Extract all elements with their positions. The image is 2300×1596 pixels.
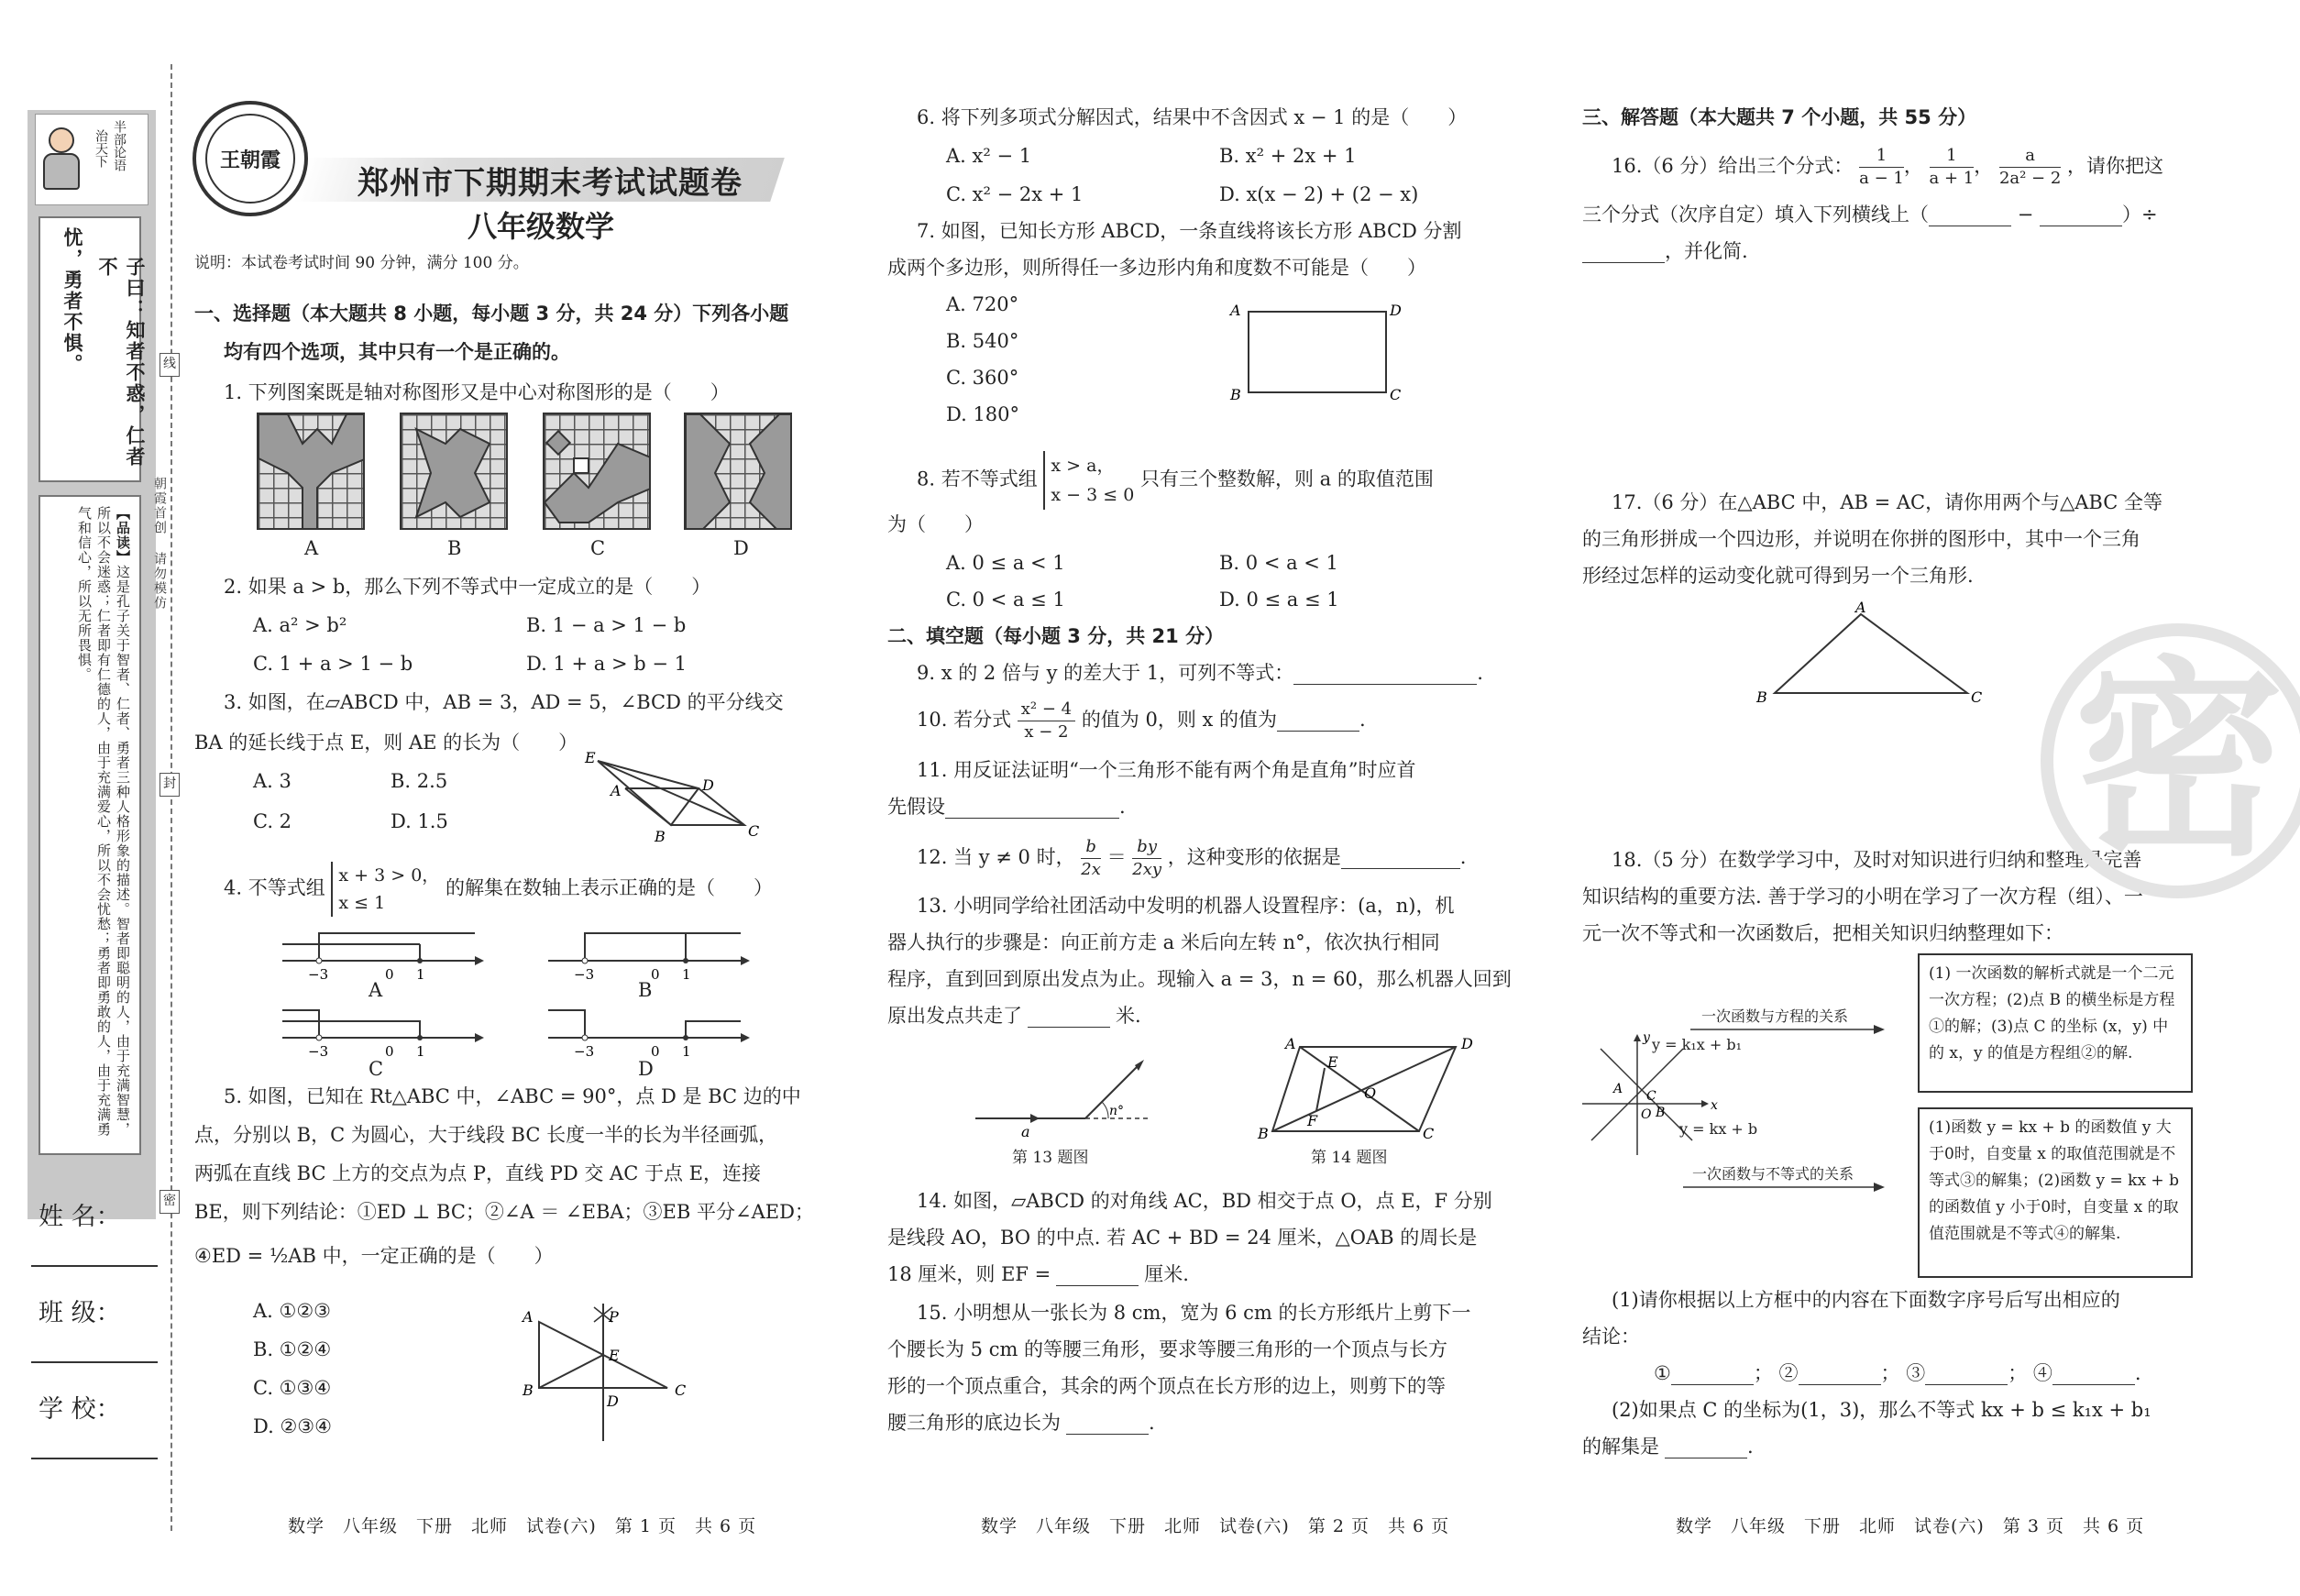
svg-text:A: A xyxy=(611,782,622,799)
option-3c[interactable]: C. 2 xyxy=(253,810,292,832)
svg-text:A: A xyxy=(523,1308,534,1326)
question-16-line2 xyxy=(1582,196,2206,234)
answer-blank-14[interactable] xyxy=(1056,1266,1139,1286)
svg-text:a: a xyxy=(1021,1123,1030,1140)
figure-q3 xyxy=(585,749,772,845)
exam-subtitle: 八年级数学 xyxy=(468,209,615,244)
arrow-2-label: 一次函数与不等式的关系 xyxy=(1692,1165,1854,1183)
svg-text:A: A xyxy=(1613,1082,1623,1096)
page-footer-3: 数学 八年级 下册 北师 试卷(六) 第 3 页 共 6 页 xyxy=(1676,1516,2145,1536)
blank-label: ③ xyxy=(1906,1362,1926,1384)
question-17-line2: 的三角形拼成一个四边形，并说明在你拼的图形中，其中一个三角 xyxy=(1582,528,2140,550)
question-13-text: 原出发点共走了 xyxy=(887,1005,1022,1027)
question-4 xyxy=(224,862,818,917)
svg-text:P: P xyxy=(609,1308,619,1326)
reading-label: 【品读】 xyxy=(115,506,131,565)
binding-label-line: 线 xyxy=(160,353,180,377)
question-8-cont: 为（ ） xyxy=(887,513,984,535)
svg-text:A: A xyxy=(1285,1035,1296,1052)
q8-system-bottom: x − 3 ≤ 0 xyxy=(1051,485,1135,505)
binding-label-feng: 封 xyxy=(160,773,180,797)
svg-text:0: 0 xyxy=(385,966,394,983)
graph-line-2-label: y = kx + b xyxy=(1679,1120,1758,1138)
option-5a[interactable]: A. ①②③ xyxy=(253,1300,331,1322)
quote-panel xyxy=(39,216,146,482)
question-5: 5. 如图，已知在 Rt△ABC 中，∠ABC = 90°，点 D 是 BC 边的中 xyxy=(224,1085,801,1107)
question-6: 6. 将下列多项式分解因式，结果中不含因式 x − 1 的是（ ） xyxy=(917,106,1468,128)
mascot-icon xyxy=(43,127,80,192)
question-18-line2: 知识结构的重要方法. 善于学习的小明在学习了一次方程（组）、一 xyxy=(1582,886,2143,908)
question-12-pre: 12. 当 y ≠ 0 时， xyxy=(917,846,1075,868)
arrow-1-label: 一次函数与方程的关系 xyxy=(1701,1007,1849,1025)
question-16-divide: ）÷ xyxy=(2121,204,2158,226)
q12-numerator-1: b xyxy=(1081,836,1101,859)
question-9: 9. x 的 2 倍与 y 的差大于 1，可列不等式： . xyxy=(917,662,1483,684)
badge-char: 语 xyxy=(112,159,127,171)
svg-text:D: D xyxy=(1461,1035,1473,1052)
svg-text:C: C xyxy=(1971,688,1983,706)
answer-blank-12[interactable] xyxy=(1341,849,1460,869)
question-3: 3. 如图，在▱ABCD 中，AB = 3，AD = 5，∠BCD 的平分线交 xyxy=(224,691,784,713)
figure-q17 xyxy=(1756,599,1986,706)
question-16-pre: 16.（6 分）给出三个分式： xyxy=(1612,155,1854,177)
numberline-d[interactable] xyxy=(548,1001,750,1060)
figure-q5 xyxy=(521,1304,722,1441)
class-label: 班 级： xyxy=(39,1299,121,1327)
svg-text:B: B xyxy=(523,1381,534,1399)
question-9-text: 9. x 的 2 倍与 y 的差大于 1，可列不等式： xyxy=(917,662,1294,684)
q16-f3-denominator: 2a² − 2 xyxy=(1998,169,2062,188)
option-2d[interactable]: D. 1 + a > b − 1 xyxy=(526,653,687,675)
question-16-post: ，请你把这 xyxy=(2067,155,2164,177)
binding-line xyxy=(171,64,172,1531)
svg-text:C: C xyxy=(675,1381,687,1399)
figure-14-caption: 第 14 题图 xyxy=(1311,1149,1388,1167)
blank-label: ② xyxy=(1778,1362,1799,1384)
pattern-label: C xyxy=(590,537,606,559)
option-6b[interactable]: B. x² + 2x + 1 xyxy=(1219,145,1357,167)
binding-label-mi: 密 xyxy=(160,1190,180,1214)
svg-text:0: 0 xyxy=(651,966,660,983)
svg-text:0: 0 xyxy=(385,1043,394,1060)
section-1-title: 一、选择题（本大题共 8 小题，每小题 3 分，共 24 分）下列各小题 xyxy=(194,303,789,325)
question-15-line2: 个腰长为 5 cm 的等腰三角形，要求等腰三角形的一个顶点与长方 xyxy=(887,1338,1448,1360)
svg-text:x: x xyxy=(1711,1098,1718,1113)
answer-blank-18-4[interactable] xyxy=(2052,1365,2135,1385)
figure-q7 xyxy=(1230,303,1414,403)
question-18: 18.（5 分）在数学学习中，及时对知识进行归纳和整理是完善 xyxy=(1612,849,2142,871)
pattern-d[interactable] xyxy=(684,413,792,530)
question-11-text: 先假设 xyxy=(887,796,945,818)
option-7c[interactable]: C. 360° xyxy=(946,367,1019,389)
page-1 xyxy=(194,0,818,1558)
answer-blank-10[interactable] xyxy=(1277,711,1359,732)
graph-line-1-label: y = k₁x + b₁ xyxy=(1652,1036,1742,1053)
svg-text:−3: −3 xyxy=(574,966,595,983)
svg-text:1: 1 xyxy=(416,966,425,983)
pattern-label: B xyxy=(447,537,462,559)
option-3d[interactable]: D. 1.5 xyxy=(391,810,448,832)
question-12: 12. 当 y ≠ 0 时， $\frac{b}{2x}$ ＝ $\frac{by}{2xy}$ ，这种变形的依据是 . xyxy=(917,837,1467,879)
page-footer-1: 数学 八年级 下册 北师 试卷(六) 第 1 页 共 6 页 xyxy=(288,1516,757,1536)
q12-numerator-2: by xyxy=(1132,836,1161,859)
quote-title: 子曰：知者不惑，仁者不 xyxy=(96,257,146,468)
pattern-c[interactable] xyxy=(543,413,651,530)
section-1-title-cont: 均有四个选项，其中只有一个是正确的。 xyxy=(224,341,570,363)
question-15-text: 腰三角形的底边长为 xyxy=(887,1412,1061,1434)
question-14-line3 xyxy=(887,1256,1511,1293)
q16-f2-denominator: a + 1 xyxy=(1929,169,1975,188)
svg-text:B: B xyxy=(655,828,666,845)
svg-text:1: 1 xyxy=(416,1043,425,1060)
answer-blank-18-5[interactable] xyxy=(1665,1438,1747,1458)
svg-text:1: 1 xyxy=(682,966,691,983)
numberline-a[interactable] xyxy=(282,924,484,983)
svg-text:−3: −3 xyxy=(574,1043,595,1060)
reading-panel xyxy=(39,495,141,1155)
question-14-line2: 是线段 AO，BO 的中点. 若 AC + BD = 24 厘米，△OAB 的周长是 xyxy=(887,1227,1478,1249)
answer-blank-18-2[interactable] xyxy=(1799,1365,1881,1385)
question-8-pre: 8. 若不等式组 xyxy=(917,468,1038,490)
pattern-a[interactable] xyxy=(257,413,365,530)
pattern-label: D xyxy=(733,537,749,559)
answer-blank-15[interactable] xyxy=(1066,1414,1149,1435)
option-8c[interactable]: C. 0 < a ≤ 1 xyxy=(946,589,1065,611)
svg-text:C: C xyxy=(1390,386,1402,403)
question-15: 15. 小明想从一张长为 8 cm，宽为 6 cm 的长方形纸片上剪下一 xyxy=(917,1302,1471,1324)
badge-char: 论 xyxy=(112,146,127,159)
badge-char: 部 xyxy=(112,133,127,146)
q10-denominator: x − 2 xyxy=(1024,722,1069,742)
option-8a[interactable]: A. 0 ≤ a < 1 xyxy=(946,552,1065,574)
svg-text:n°: n° xyxy=(1109,1104,1125,1118)
section-2-title: 二、填空题（每小题 3 分，共 21 分） xyxy=(887,625,1225,647)
answer-blank-9[interactable] xyxy=(1293,665,1477,685)
school-label: 学 校： xyxy=(39,1395,121,1424)
option-6a[interactable]: A. x² − 1 xyxy=(946,145,1032,167)
question-10-post: 的值为 0，则 x 的值为 xyxy=(1081,709,1278,731)
question-4-post: 的解集在数轴上表示正确的是（ ） xyxy=(445,876,773,899)
question-16-end: ，并化简. xyxy=(1665,240,1748,262)
badge-char: 半 xyxy=(112,120,127,133)
question-16-minus: − xyxy=(2017,204,2034,226)
option-8b[interactable]: B. 0 < a < 1 xyxy=(1219,552,1338,574)
question-14: 14. 如图，▱ABCD 的对角线 AC，BD 相交于点 O，点 E，F 分别 xyxy=(917,1190,1492,1212)
q4-system-bottom: x ≤ 1 xyxy=(338,893,386,913)
brand-side: 朝霞首创 请勿模仿 xyxy=(152,477,167,611)
answer-blank-18-3[interactable] xyxy=(1925,1365,2008,1385)
svg-text:0: 0 xyxy=(651,1043,660,1060)
question-18-blanks: ① ； ② ； ③ ； ④ . xyxy=(1654,1362,2141,1384)
svg-text:D: D xyxy=(1390,302,1402,319)
answer-blank-16a[interactable] xyxy=(1929,206,2011,226)
badge-char: 治 xyxy=(94,129,108,142)
svg-text:A: A xyxy=(1230,302,1241,319)
watermark-text: 密 xyxy=(2074,640,2285,885)
question-13: 13. 小明同学给社团活动中发明的机器人设置程序：(a，n)，机 xyxy=(917,895,1455,917)
class-field[interactable] xyxy=(31,1361,158,1363)
svg-text:−3: −3 xyxy=(308,1043,329,1060)
q16-f1-numerator: 1 xyxy=(1859,145,1904,168)
q4-system-top: x + 3 > 0， xyxy=(338,865,440,886)
question-16-line3 xyxy=(1582,233,2206,270)
figure-13-caption: 第 13 题图 xyxy=(1012,1149,1089,1167)
reading-text: 这是孔子关于智者、仁者、勇者三种人格形象的描述。智者即聪明的人，由于充满智慧，所以不会迷惑；仁者即有仁德的人，由于充满爱心，所以不会忧愁；勇者即勇敢的人，由于充满勇气和信心，所以无所畏惧。 xyxy=(76,506,131,1137)
svg-text:C: C xyxy=(1646,1089,1656,1104)
question-10-pre: 10. 若分式 xyxy=(917,709,1012,731)
question-5-line4: BE，则下列结论：①ED ⊥ BC；②∠A ＝ ∠EBA；③EB 平分∠AED； xyxy=(194,1201,814,1223)
question-11-cont: 先假设 . xyxy=(887,796,1126,818)
question-14-unit: 厘米. xyxy=(1144,1263,1189,1285)
exam-note: 说明：本试卷考试时间 90 分钟，满分 100 分。 xyxy=(194,254,529,272)
option-5c[interactable]: C. ①③④ xyxy=(253,1377,332,1399)
svg-text:C: C xyxy=(1423,1125,1435,1142)
option-7b[interactable]: B. 540° xyxy=(946,330,1019,352)
svg-text:y: y xyxy=(1643,1030,1650,1045)
question-4-pre: 4. 不等式组 xyxy=(224,876,325,899)
option-2c[interactable]: C. 1 + a > 1 − b xyxy=(253,653,413,675)
q8-system-top: x > a， xyxy=(1051,456,1115,476)
question-16-text: 三个分式（次序自定）填入下列横线上（ xyxy=(1582,204,1929,226)
question-5-line5: ④ED = ½AB 中，一定正确的是（ ） xyxy=(194,1245,554,1267)
question-5-line3: 两弧在直线 BC 上方的交点为点 P，直线 PD 交 AC 于点 E，连接 xyxy=(194,1162,761,1184)
question-13-unit: 米. xyxy=(1116,1005,1141,1027)
question-7: 7. 如图，已知长方形 ABCD，一条直线将该长方形 ABCD 分割 xyxy=(917,220,1462,242)
option-7d[interactable]: D. 180° xyxy=(946,403,1020,425)
question-11: 11. 用反证法证明“一个三角形不能有两个角是直角”时应首 xyxy=(917,759,1416,781)
q12-denominator-1: 2x xyxy=(1081,860,1101,879)
q16-f2-numerator: 1 xyxy=(1930,145,1975,168)
name-label: 姓 名： xyxy=(39,1203,121,1231)
svg-text:E: E xyxy=(609,1347,620,1364)
svg-text:F: F xyxy=(1307,1112,1318,1129)
page-2 xyxy=(887,0,1511,1558)
question-5-line2: 点，分别以 B，C 为圆心，大于线段 BC 长度一半的长为半径画弧， xyxy=(194,1124,778,1146)
answer-blank-11[interactable] xyxy=(945,798,1119,819)
school-field[interactable] xyxy=(31,1458,158,1459)
numberline-c[interactable] xyxy=(282,1001,484,1060)
svg-text:C: C xyxy=(748,822,760,840)
question-18-part2-text: 的解集是 xyxy=(1582,1436,1659,1458)
question-18-part2-cont: 的解集是 . xyxy=(1582,1436,1754,1458)
option-5b[interactable]: B. ①②④ xyxy=(253,1338,332,1360)
question-1: 1. 下列图案既是轴对称图形又是中心对称图形的是（ ） xyxy=(224,381,730,403)
option-2a[interactable]: A. a² > b² xyxy=(253,614,347,636)
question-10: 10. 若分式 $\frac{\text{x² − 4}}{x - 2}$ 的值为 0，则 x 的值为 . xyxy=(917,699,1366,742)
question-8 xyxy=(917,451,1511,510)
question-13-line2: 器人执行的步骤是：向正前方走 a 米后向左转 n°，依次执行相同 xyxy=(887,931,1440,953)
svg-text:B: B xyxy=(1756,688,1767,706)
section-3-title: 三、解答题（本大题共 7 个小题，共 55 分） xyxy=(1582,106,1977,128)
svg-text:E: E xyxy=(585,749,596,766)
option-6c[interactable]: C. x² − 2x + 1 xyxy=(946,183,1084,205)
svg-text:1: 1 xyxy=(682,1043,691,1060)
answer-blank-16c[interactable] xyxy=(1582,243,1665,263)
svg-text:B: B xyxy=(1656,1106,1666,1120)
pattern-b[interactable] xyxy=(400,413,508,530)
numberline-label: D xyxy=(638,1058,654,1080)
question-15-line3: 形的一个顶点重合，其余的两个顶点在长方形的边上，则剪下的等 xyxy=(887,1375,1446,1397)
question-13-line4 xyxy=(887,997,1511,1035)
exam-title: 郑州市下期期末考试试题卷 xyxy=(358,165,743,202)
q12-equals: ＝ xyxy=(1106,846,1127,868)
arrow-2-icon xyxy=(1683,1181,1894,1194)
question-14-text: 18 厘米，则 EF = xyxy=(887,1263,1051,1285)
question-12-post: ，这种变形的依据是 xyxy=(1167,846,1341,868)
question-18-part2: (2)如果点 C 的坐标为(1，3)，那么不等式 kx + b ≤ k₁x + b₁ xyxy=(1612,1399,2151,1421)
answer-blank-16b[interactable] xyxy=(2040,206,2122,226)
blank-label: ④ xyxy=(2032,1362,2052,1384)
sidebar-badge xyxy=(35,114,149,205)
summary-box-2: (1)函数 y = kx + b 的函数值 y 大于0时，自变量 x 的取值范围就是不等式③的解集；(2)函数 y = kx + b 的函数值 y 小于0时，自变量 x 的取值范围就是不等式④的解集. xyxy=(1918,1107,2193,1278)
question-18-part1-cont: 结论： xyxy=(1582,1326,1640,1348)
svg-text:−3: −3 xyxy=(308,966,329,983)
question-17-line3: 形经过怎样的运动变化就可得到另一个三角形. xyxy=(1582,565,1974,587)
question-15-line4: 腰三角形的底边长为 . xyxy=(887,1412,1155,1434)
svg-text:O: O xyxy=(1641,1107,1652,1122)
numberline-label: B xyxy=(638,979,653,1001)
question-17: 17.（6 分）在△ABC 中，AB = AC，请你用两个与△ABC 全等 xyxy=(1612,491,2162,513)
question-2: 2. 如果 a > b，那么下列不等式中一定成立的是（ ） xyxy=(224,576,711,598)
svg-text:A: A xyxy=(1855,599,1866,616)
question-3-cont: BA 的延长线于点 E，则 AE 的长为（ ） xyxy=(194,732,578,754)
pattern-label: A xyxy=(304,537,319,559)
question-7-cont: 成两个多边形，则所得任一多边形内角和度数不可能是（ ） xyxy=(887,257,1426,279)
watermark-seal xyxy=(2041,623,2300,898)
name-field[interactable] xyxy=(31,1265,158,1267)
svg-text:B: B xyxy=(1230,386,1241,403)
arrow-1-icon xyxy=(1690,1023,1892,1036)
option-8d[interactable]: D. 0 ≤ a ≤ 1 xyxy=(1219,589,1339,611)
summary-box-1: (1) 一次函数的解析式就是一个二元一次方程；(2)点 B 的横坐标是方程①的解；(3)点 C 的坐标 (x，y) 中的 x，y 的值是方程组②的解. xyxy=(1918,953,2193,1093)
option-6d[interactable]: D. x(x − 2) + (2 − x) xyxy=(1219,183,1419,205)
figure-q14 xyxy=(1258,1035,1474,1142)
q12-denominator-2: 2xy xyxy=(1132,860,1162,879)
option-2b[interactable]: B. 1 − a > 1 − b xyxy=(526,614,687,636)
q16-f1-denominator: a − 1 xyxy=(1859,169,1904,188)
numberline-label: A xyxy=(369,979,383,1001)
page-footer-2: 数学 八年级 下册 北师 试卷(六) 第 2 页 共 6 页 xyxy=(981,1516,1450,1536)
option-3a[interactable]: A. 3 xyxy=(253,770,292,792)
svg-text:E: E xyxy=(1327,1053,1338,1071)
option-5d[interactable]: D. ②③④ xyxy=(253,1415,332,1437)
q10-numerator: x² − 4 xyxy=(1018,699,1075,721)
blank-label: ① xyxy=(1654,1362,1671,1384)
question-13-line3: 程序，直到回到原出发点为止。现输入 a = 3，n = 60，那么机器人回到 xyxy=(887,968,1512,990)
option-7a[interactable]: A. 720° xyxy=(946,293,1019,315)
svg-text:D: D xyxy=(607,1392,619,1410)
figure-q13 xyxy=(975,1045,1159,1140)
answer-blank-18-1[interactable] xyxy=(1671,1365,1754,1385)
numberline-b[interactable] xyxy=(548,924,750,983)
quote-end: 忧，勇者不惧。 xyxy=(61,227,83,375)
svg-text:D: D xyxy=(702,776,714,794)
question-18-part1: (1)请你根据以上方框中的内容在下面数字序号后写出相应的 xyxy=(1612,1289,2120,1311)
question-18-line3: 元一次不等式和一次函数后，把相关知识归纳整理如下： xyxy=(1582,922,2063,944)
q16-f3-numerator: a xyxy=(1999,145,2061,168)
logo-text: 王朝霞 xyxy=(219,149,281,172)
svg-text:B: B xyxy=(1258,1125,1269,1142)
numberline-label: C xyxy=(369,1058,384,1080)
question-8-post: 只有三个整数解，则 a 的取值范围 xyxy=(1139,468,1434,490)
badge-char: 下 xyxy=(94,155,108,168)
svg-text:O: O xyxy=(1364,1084,1377,1102)
answer-blank-13[interactable] xyxy=(1028,1007,1110,1028)
badge-char: 天 xyxy=(94,142,108,155)
option-3b[interactable]: B. 2.5 xyxy=(391,770,448,792)
question-16: 16.（6 分）给出三个分式： $\frac{1}{a - 1}$ ， $\frac{1}{a + 1}$ ， $\frac{a}{\text{2a² − 2}}$ ，请你把这 xyxy=(1612,146,2164,188)
